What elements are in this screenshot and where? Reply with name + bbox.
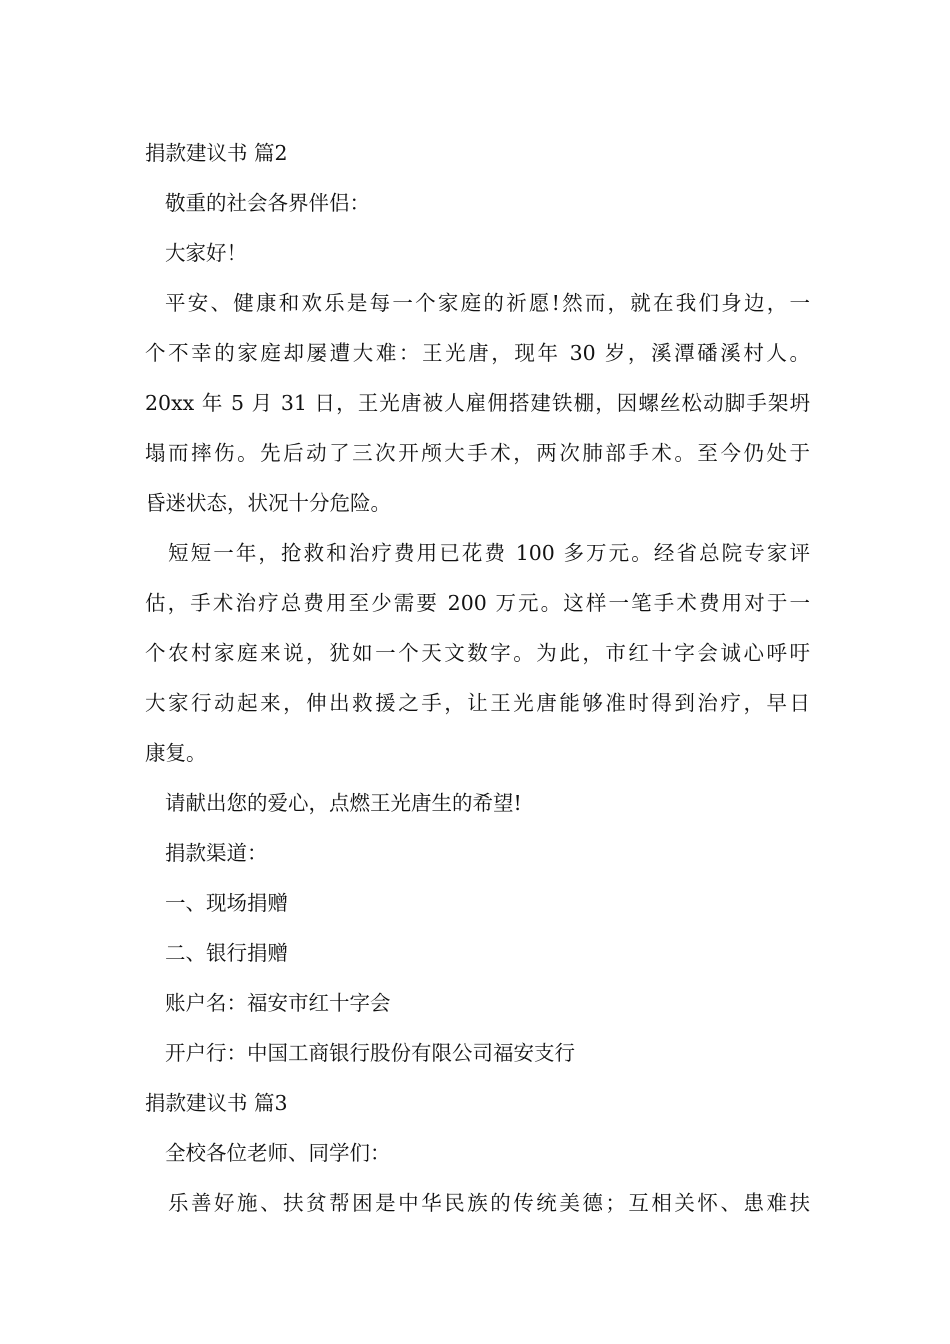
section-heading-2: 捐款建议书 篇2 bbox=[145, 141, 288, 165]
greeting: 大家好！ bbox=[165, 241, 247, 265]
paragraph-1-line-4: 塌而摔伤。先后动了三次开颅大手术，两次肺部手术。至今仍处于 bbox=[145, 441, 810, 465]
paragraph-1-line-2: 个不幸的家庭却屡遭大难：王光唐，现年 30 岁，溪潭磻溪村人。 bbox=[145, 341, 810, 365]
channel-onsite: 一、现场捐赠 bbox=[165, 891, 288, 915]
paragraph-2-line-1: 短短一年，抢救和治疗费用已花费 100 多万元。经省总院专家评 bbox=[168, 541, 810, 565]
appeal-line: 请献出您的爱心，点燃王光唐生的希望! bbox=[165, 791, 522, 815]
donation-channels-label: 捐款渠道： bbox=[165, 841, 268, 865]
account-name: 账户名：福安市红十字会 bbox=[165, 991, 391, 1015]
paragraph-1-line-3: 20xx 年 5 月 31 日，王光唐被人雇佣搭建铁棚，因螺丝松动脚手架坍 bbox=[145, 391, 810, 415]
channel-bank: 二、银行捐赠 bbox=[165, 941, 288, 965]
paragraph-1-line-1: 平安、健康和欢乐是每一个家庭的祈愿!然而，就在我们身边，一 bbox=[165, 291, 810, 315]
paragraph-1-line-5: 昏迷状态，状况十分危险。 bbox=[145, 491, 391, 515]
paragraph-2-line-2: 估，手术治疗总费用至少需要 200 万元。这样一笔手术费用对于一 bbox=[145, 591, 810, 615]
paragraph-3-line-1: 乐善好施、扶贫帮困是中华民族的传统美德；互相关怀、患难扶 bbox=[168, 1191, 810, 1215]
paragraph-2-line-5: 康复。 bbox=[145, 741, 207, 765]
paragraph-2-line-4: 大家行动起来，伸出救援之手，让王光唐能够准时得到治疗，早日 bbox=[145, 691, 810, 715]
bank-branch: 开户行：中国工商银行股份有限公司福安支行 bbox=[165, 1041, 575, 1065]
document-page bbox=[145, 128, 810, 1228]
paragraph-2-line-3: 个农村家庭来说，犹如一个天文数字。为此，市红十字会诚心呼吁 bbox=[145, 641, 810, 665]
section-heading-3: 捐款建议书 篇3 bbox=[145, 1091, 288, 1115]
salutation-3: 全校各位老师、同学们： bbox=[165, 1141, 391, 1165]
salutation: 敬重的社会各界伴侣： bbox=[165, 191, 370, 215]
